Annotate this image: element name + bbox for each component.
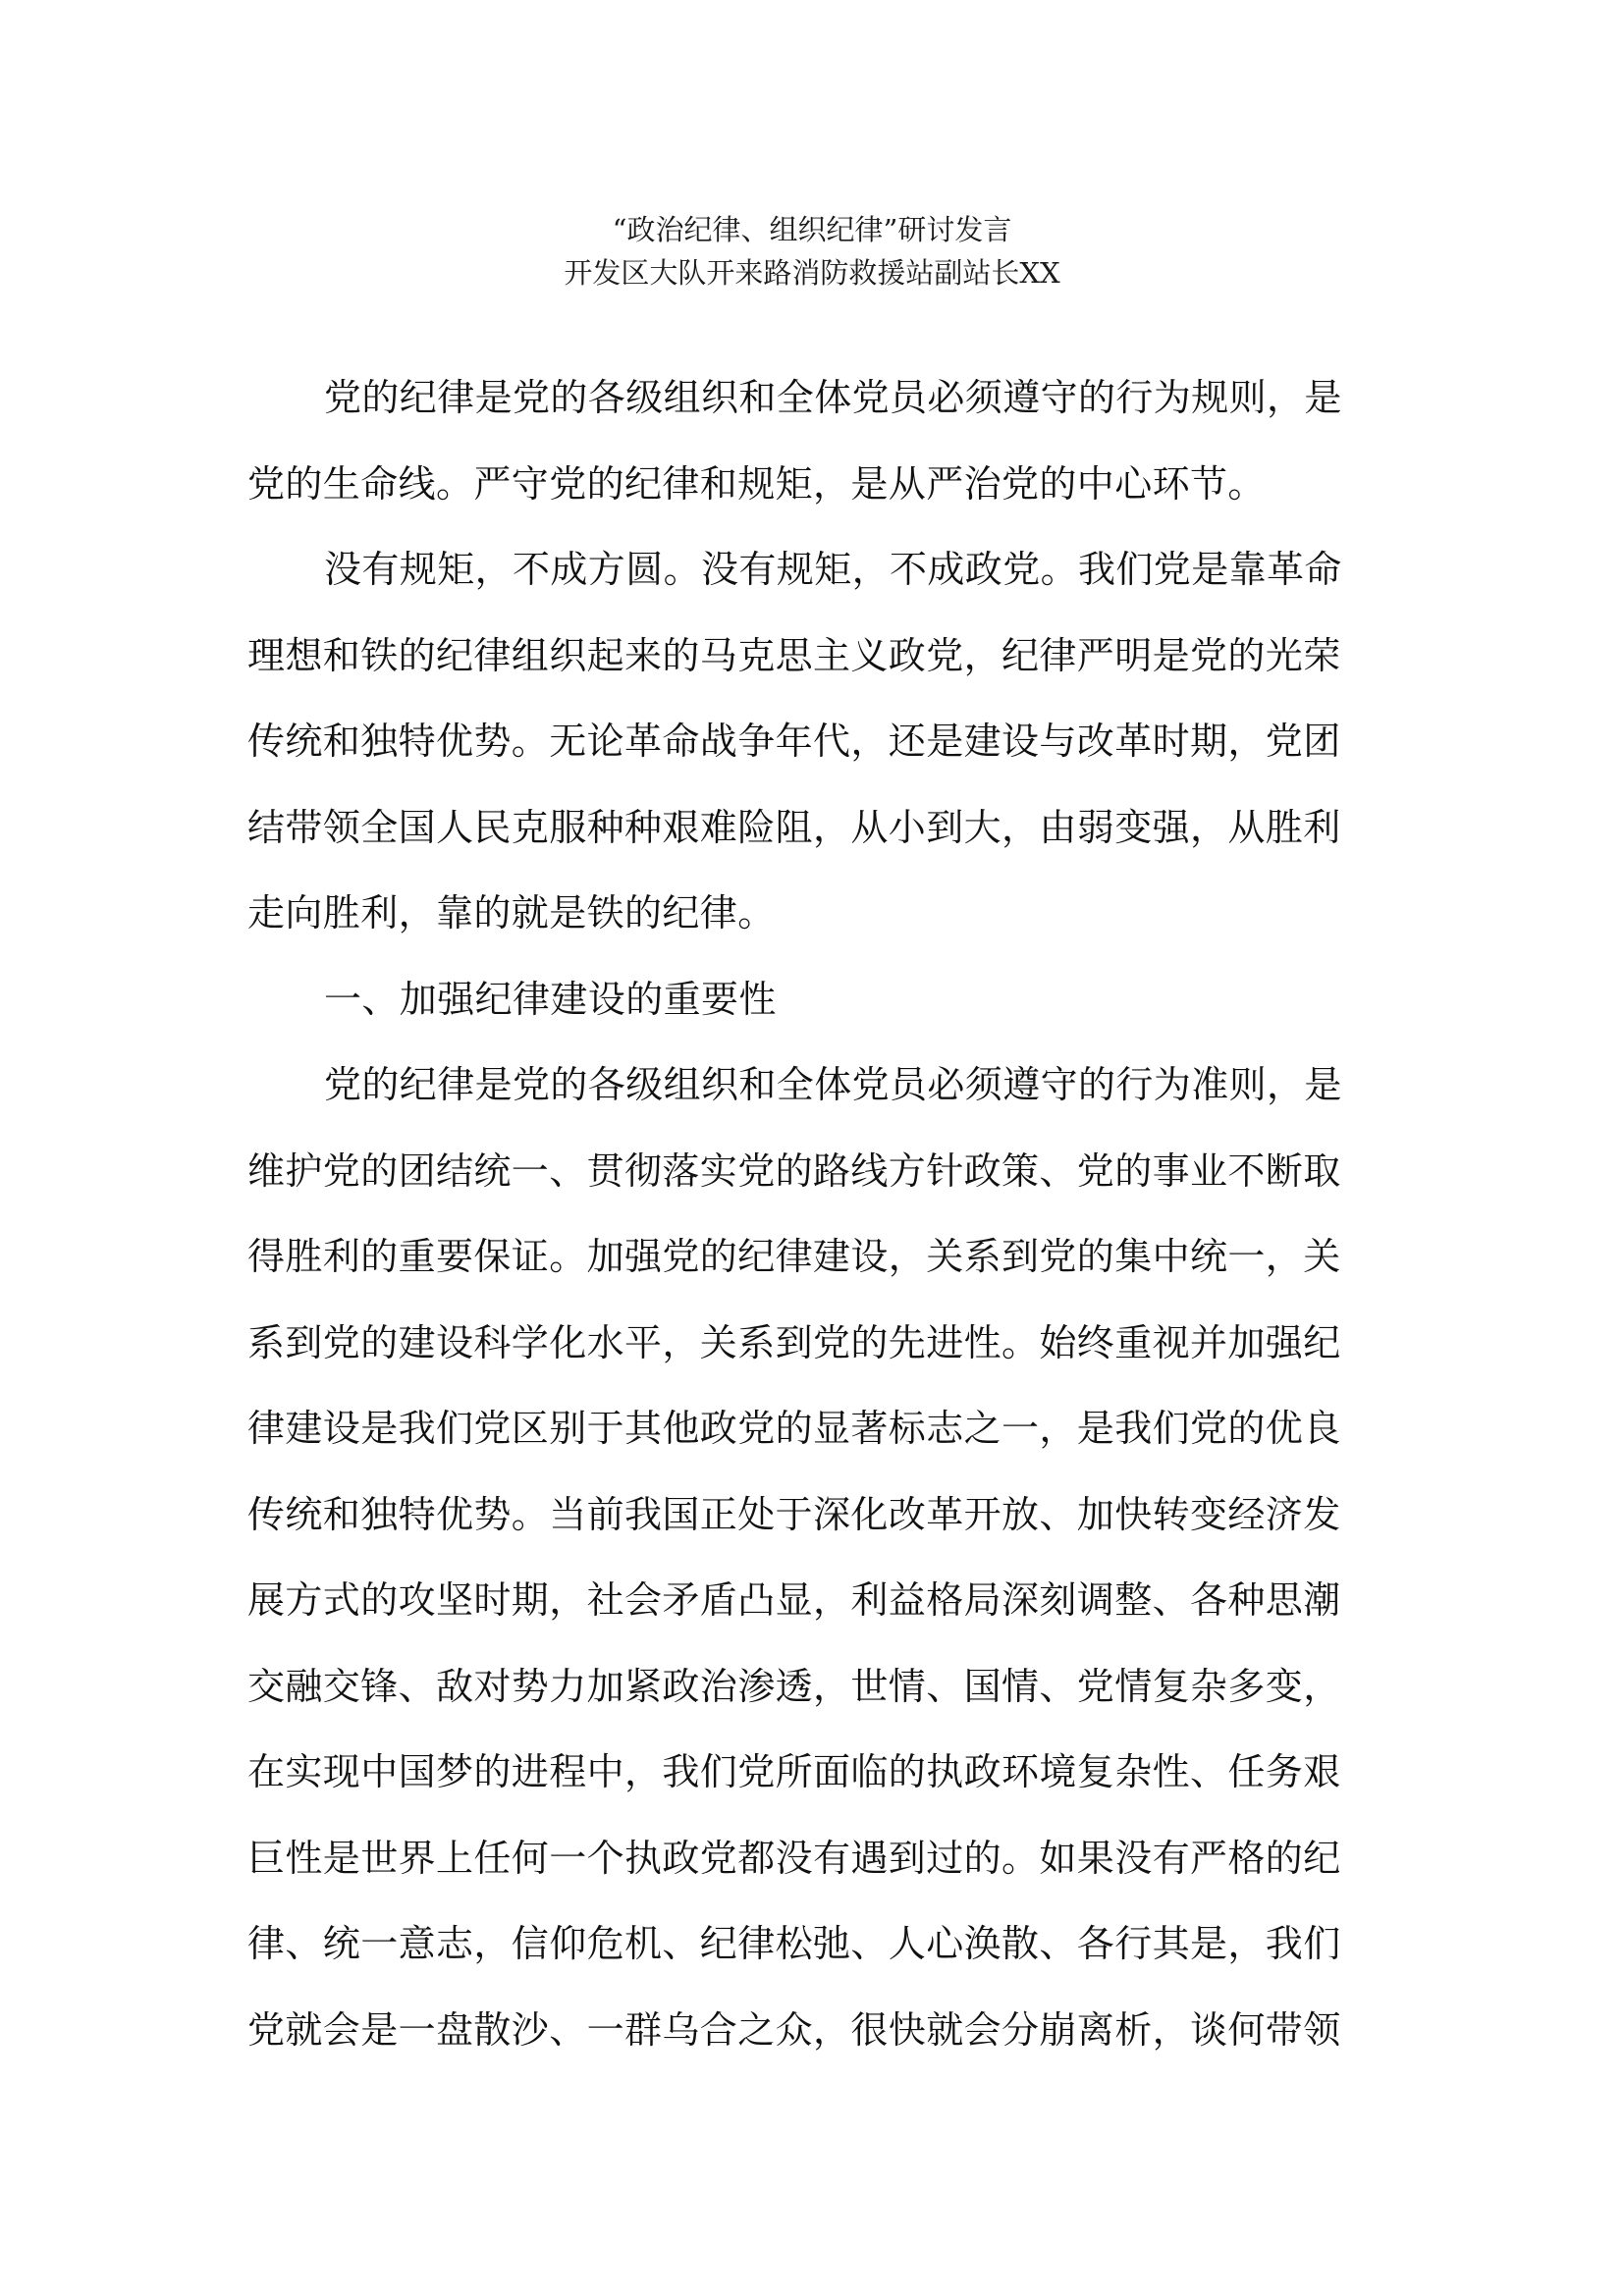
paragraph-line: 巨性是世界上任何一个执政党都没有遇到过的。如果没有严格的纪 <box>247 1836 1341 1880</box>
paragraph-line: 结带领全国人民克服种种艰难险阻，从小到大，由弱变强，从胜利 <box>247 805 1341 849</box>
paragraph-line: 党的纪律是党的各级组织和全体党员必须遵守的行为规则，是 <box>324 376 1342 419</box>
document-subtitle: 开发区大队开来路消防救援站副站长XX <box>564 256 1060 290</box>
paragraph-line: 党就会是一盘散沙、一群乌合之众，很快就会分崩离析，谈何带领 <box>247 2007 1341 2052</box>
paragraph-line: 传统和独特优势。当前我国正处于深化改革开放、加快转变经济发 <box>247 1492 1341 1536</box>
paragraph-line: 传统和独特优势。无论革命战争年代，还是建设与改革时期，党团 <box>247 720 1341 763</box>
paragraph-line: 律建设是我们党区别于其他政党的显著标志之一，是我们党的优良 <box>247 1407 1341 1450</box>
paragraph-line: 系到党的建设科学化水平，关系到党的先进性。始终重视并加强纪 <box>247 1320 1341 1364</box>
document-header <box>0 208 1624 294</box>
paragraph-line: 党的纪律是党的各级组织和全体党员必须遵守的行为准则，是 <box>324 1063 1342 1106</box>
paragraph-line: 维护党的团结统一、贯彻落实党的路线方针政策、党的事业不断取 <box>247 1148 1341 1193</box>
document-body <box>247 355 1386 2073</box>
document-title: “政治纪律、组织纪律”研讨发言 <box>612 213 1012 246</box>
paragraph-line: 党的生命线。严守党的纪律和规矩，是从严治党的中心环节。 <box>247 461 1266 506</box>
paragraph-line: 展方式的攻坚时期，社会矛盾凸显，利益格局深刻调整、各种思潮 <box>247 1578 1341 1622</box>
paragraph-line: 理想和铁的纪律组织起来的马克思主义政党，纪律严明是党的光荣 <box>247 633 1341 677</box>
paragraph-line: 没有规矩，不成方圆。没有规矩，不成政党。我们党是靠革命 <box>324 548 1342 591</box>
section-heading: 一、加强纪律建设的重要性 <box>324 977 777 1021</box>
paragraph-line: 得胜利的重要保证。加强党的纪律建设，关系到党的集中统一，关 <box>247 1235 1341 1278</box>
paragraph-line: 交融交锋、敌对势力加紧政治渗透，世情、国情、党情复杂多变， <box>247 1664 1341 1708</box>
paragraph-line: 律、统一意志，信仰危机、纪律松弛、人心涣散、各行其是，我们 <box>247 1922 1341 1965</box>
paragraph-line: 在实现中国梦的进程中，我们党所面临的执政环境复杂性、任务艰 <box>247 1750 1341 1793</box>
paragraph-line: 走向胜利，靠的就是铁的纪律。 <box>247 891 776 934</box>
